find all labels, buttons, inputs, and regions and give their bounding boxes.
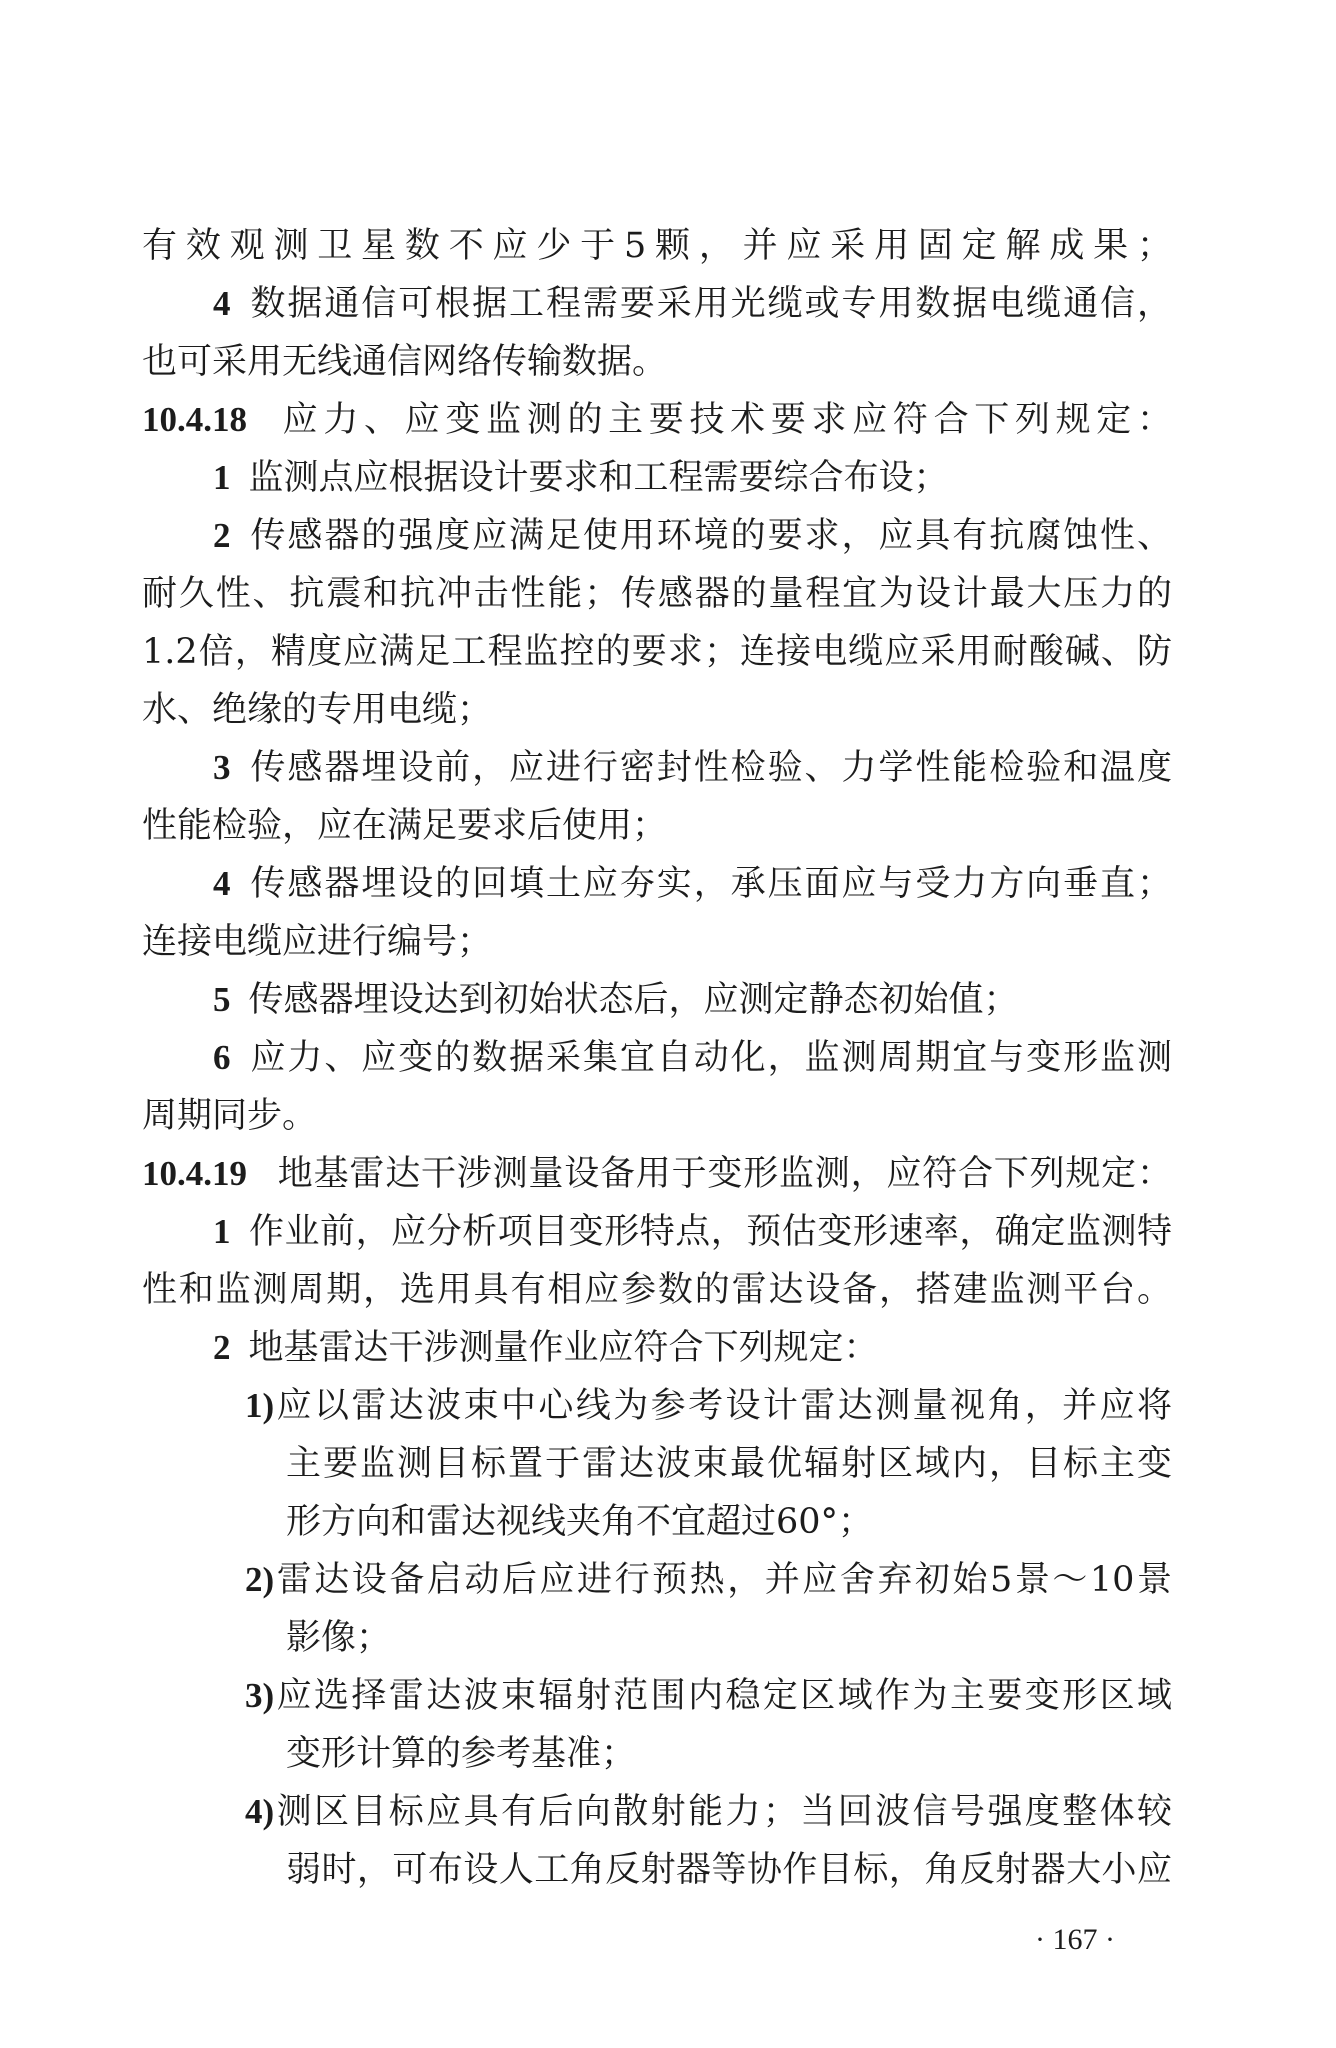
list-item-5: 5 传感器埋设达到初始状态后，应测定静态初始值；: [213, 980, 1019, 1020]
sub-item-number: 2): [245, 1560, 275, 1599]
item-number: 4: [213, 864, 231, 903]
text-line: 也可采用无线通信网络传输数据。: [142, 342, 668, 382]
list-item-4: 4 传感器埋设的回填土应夯实，承压面应与受力方向垂直；: [213, 864, 1172, 904]
sub-item-number: 1): [245, 1386, 275, 1425]
sub-item-3: 3)应选择雷达波束辐射范围内稳定区域作为主要变形区域: [245, 1676, 1172, 1716]
item-number: 6: [213, 1038, 231, 1077]
list-item-2: 2 传感器的强度应满足使用环境的要求，应具有抗腐蚀性、: [213, 516, 1172, 556]
item-number: 5: [213, 980, 231, 1019]
text-line: 1.2倍，精度应满足工程监控的要求；连接电缆应采用耐酸碱、防: [142, 632, 1172, 672]
text-line: 影像；: [286, 1618, 392, 1658]
clause-10-4-19: 10.4.19 地基雷达干涉测量设备用于变形监测，应符合下列规定：: [142, 1154, 1172, 1194]
text-line: 弱时，可布设人工角反射器等协作目标，角反射器大小应: [286, 1850, 1172, 1890]
list-item-1: 1 监测点应根据设计要求和工程需要综合布设；: [213, 458, 949, 498]
sub-item-1: 1)应以雷达波束中心线为参考设计雷达测量视角，并应将: [245, 1386, 1172, 1426]
text-line: 周期同步。: [142, 1096, 318, 1136]
clause-number: 10.4.18: [142, 400, 247, 439]
clause-10-4-18: 10.4.18 应力、应变监测的主要技术要求应符合下列规定：: [142, 400, 1172, 440]
item-number: 3: [213, 748, 231, 787]
text-line: 主要监测目标置于雷达波束最优辐射区域内，目标主变: [286, 1444, 1172, 1484]
list-item-2: 2 地基雷达干涉测量作业应符合下列规定：: [213, 1328, 879, 1368]
sub-item-number: 4): [245, 1792, 275, 1831]
list-item-1: 1 作业前，应分析项目变形特点，预估变形速率，确定监测特: [213, 1212, 1172, 1252]
text-line: 水、绝缘的专用电缆；: [142, 690, 493, 730]
item-number: 1: [213, 1212, 231, 1251]
text-line: 连接电缆应进行编号；: [142, 922, 493, 962]
item-number: 4: [213, 284, 231, 323]
text-line: 性和监测周期，选用具有相应参数的雷达设备，搭建监测平台。: [142, 1270, 1172, 1310]
sub-item-2: 2)雷达设备启动后应进行预热，并应舍弃初始5景～10景: [245, 1560, 1172, 1600]
sub-item-4: 4)测区目标应具有后向散射能力；当回波信号强度整体较: [245, 1792, 1172, 1832]
text-line: 变形计算的参考基准；: [286, 1734, 637, 1774]
list-item-4: 4 数据通信可根据工程需要采用光缆或专用数据电缆通信，: [213, 284, 1172, 324]
text-line: 性能检验，应在满足要求后使用；: [142, 806, 668, 846]
sub-item-number: 3): [245, 1676, 275, 1715]
item-number: 1: [213, 458, 231, 497]
item-number: 2: [213, 1328, 231, 1367]
list-item-3: 3 传感器埋设前，应进行密封性检验、力学性能检验和温度: [213, 748, 1172, 788]
item-number: 2: [213, 516, 231, 555]
text-line: 有效观测卫星数不应少于5颗，并应采用固定解成果；: [142, 226, 1172, 266]
clause-number: 10.4.19: [142, 1154, 247, 1193]
list-item-6: 6 应力、应变的数据采集宜自动化，监测周期宜与变形监测: [213, 1038, 1172, 1078]
text-line: 形方向和雷达视线夹角不宜超过60°；: [286, 1502, 874, 1542]
text-line: 耐久性、抗震和抗冲击性能；传感器的量程宜为设计最大压力的: [142, 574, 1172, 614]
page-number: · 167 ·: [1035, 1923, 1115, 1956]
